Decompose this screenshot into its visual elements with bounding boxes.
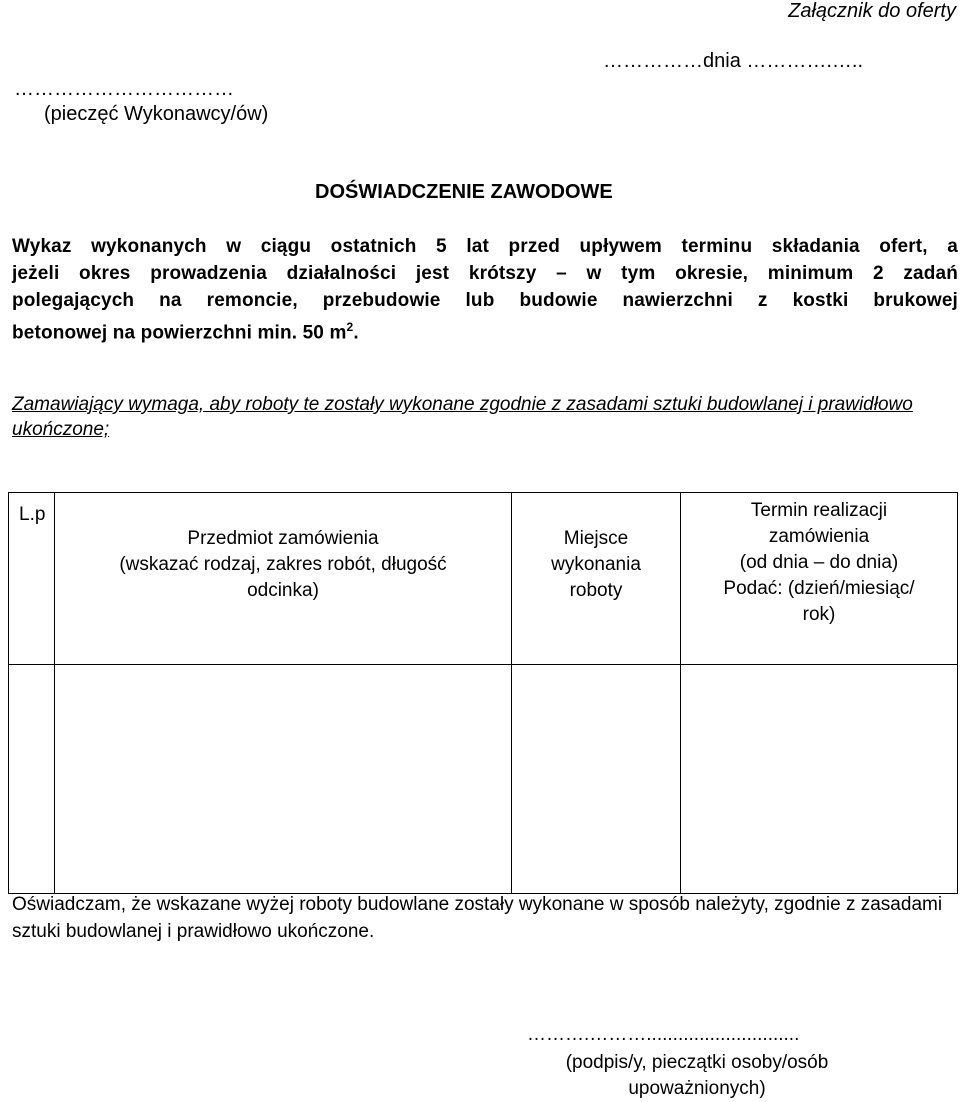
- header-term-line: zamówienia: [768, 526, 870, 547]
- header-place: [512, 493, 681, 665]
- header-term-line: Termin realizacji: [750, 500, 888, 521]
- header-term-line: rok): [802, 604, 836, 625]
- signature-label-line: (podpis/y, pieczątki osoby/osób: [565, 1052, 829, 1073]
- intro-line-text: betonowej na powierzchni min. 50 m: [12, 322, 347, 344]
- signature-label-line: upoważnionych): [628, 1078, 766, 1099]
- header-subject-line: Przedmiot zamówienia: [187, 528, 379, 549]
- header-place-line: roboty: [569, 580, 623, 601]
- requirement-note: Zamawiający wymaga, aby roboty te zostały wykonane zgodnie z zasadami sztuki budowlanej i prawidłowo ukończone;: [12, 394, 913, 440]
- cell-term[interactable]: [681, 665, 958, 894]
- intro-line: polegających na remoncie, przebudowie lub budowie nawierzchni z kostki brukowej: [12, 290, 958, 311]
- cell-place[interactable]: [512, 665, 681, 894]
- header-subject-line: (wskazać rodzaj, zakres robót, długość: [119, 554, 447, 575]
- superscript: 2: [346, 320, 354, 334]
- header-subject: [55, 493, 512, 665]
- date-line: ……………dnia ………….…..: [603, 50, 864, 72]
- signature-label: [527, 1050, 867, 1102]
- intro-paragraph: [12, 233, 958, 346]
- header-term-line: (od dnia – do dnia): [739, 552, 899, 573]
- header-term-line: Podać: (dzień/miesiąc/: [723, 578, 915, 599]
- works-table: [8, 492, 958, 894]
- table-header-row: [9, 493, 958, 665]
- signature-placeholder: ……….……….............................: [527, 1024, 800, 1045]
- cell-lp[interactable]: [9, 665, 55, 894]
- stamp-placeholder: ……………………………: [14, 78, 234, 100]
- stamp-label: (pieczęć Wykonawcy/ów): [44, 103, 269, 125]
- intro-end: .: [353, 322, 359, 344]
- annex-label: Załącznik do oferty: [788, 0, 956, 22]
- header-term: [681, 493, 958, 665]
- table-row: [9, 665, 958, 894]
- cell-subject[interactable]: [55, 665, 512, 894]
- document-title: DOŚWIADCZENIE ZAWODOWE: [315, 181, 613, 203]
- header-subject-line: odcinka): [247, 580, 319, 601]
- intro-line-last: [12, 314, 958, 346]
- intro-line: Wykaz wykonanych w ciągu ostatnich 5 lat przed upływem terminu składania ofert, a: [12, 236, 958, 257]
- statement-paragraph: Oświadczam, że wskazane wyżej roboty budowlane zostały wykonane w sposób należyty, zgodnie z zasadami sztuki budowlanej i prawidłowo ukończone.: [12, 894, 943, 942]
- header-place-line: wykonania: [551, 554, 641, 575]
- intro-line: jeżeli okres prowadzenia działalności jest krótszy – w tym okresie, minimum 2 zadań: [12, 263, 958, 284]
- header-place-line: Miejsce: [563, 528, 629, 549]
- header-lp: L.p: [9, 493, 55, 665]
